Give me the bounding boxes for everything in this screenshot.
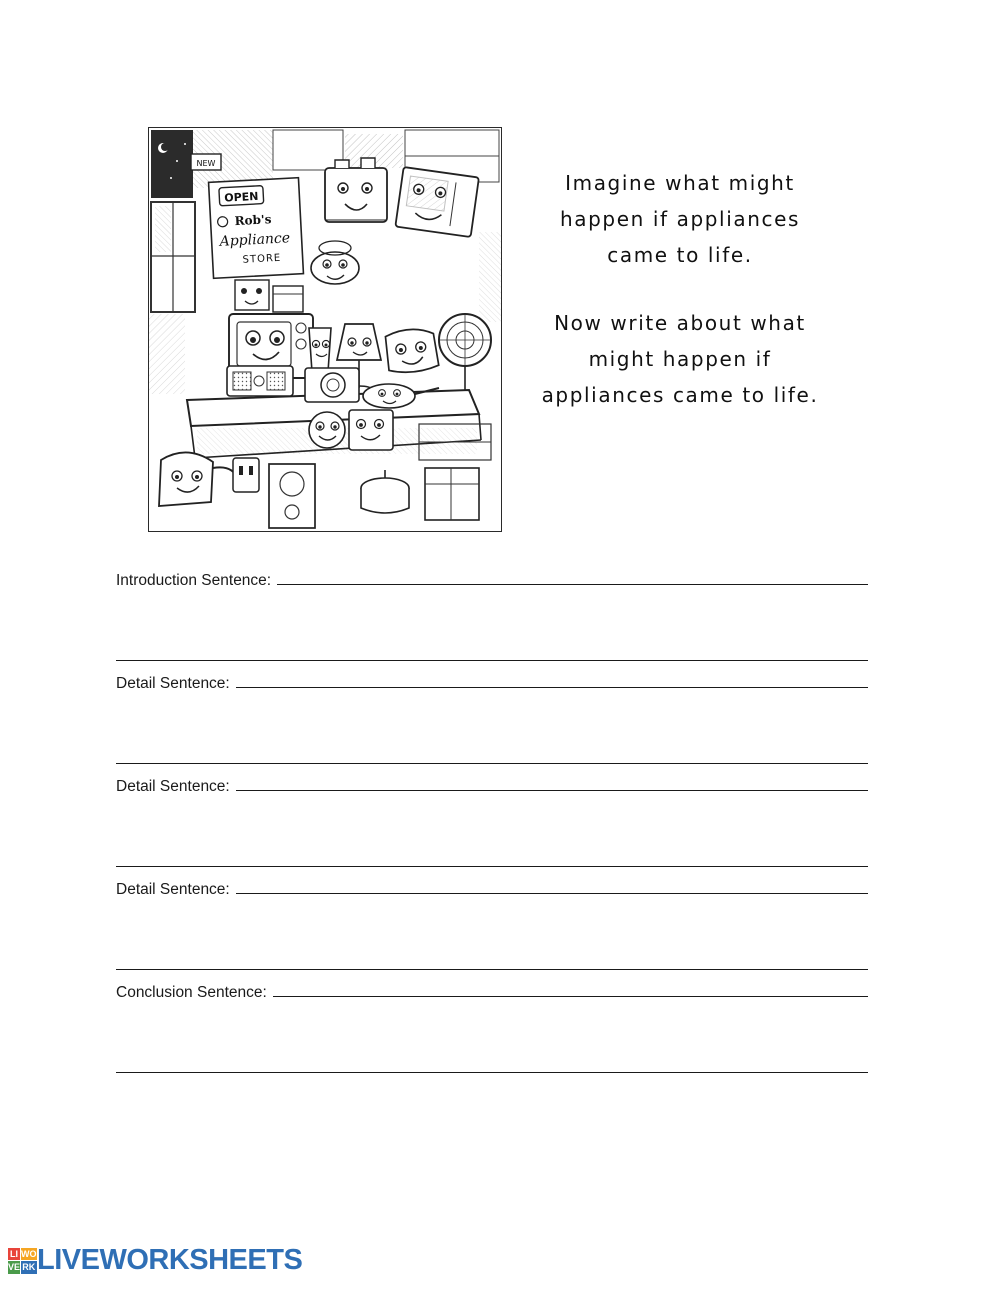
detail-sentence-1-label: Detail Sentence: [116, 675, 230, 692]
writing-prompt [530, 165, 830, 413]
prompt-paragraph-1: Imagine what might happen if appliances came to life. [559, 171, 801, 267]
detail-sentence-2-label: Detail Sentence: [116, 778, 230, 795]
svg-text:STORE: STORE [242, 252, 282, 266]
logo-tile-4: RK [22, 1262, 36, 1272]
logo-tile-2: WO [21, 1248, 37, 1259]
liveworksheets-logo-icon [8, 1248, 37, 1274]
liveworksheets-wordmark: LIVEWORKSHEETS [37, 1244, 303, 1276]
line-block-detail-1 [116, 673, 868, 764]
detail-sentence-2-continuation[interactable] [116, 814, 868, 867]
line-block-detail-2 [116, 776, 868, 867]
prompt-paragraph-2: Now write about what might happen if appliances came to life. [541, 311, 819, 407]
line-block-conclusion [116, 982, 868, 1073]
detail-sentence-2-row[interactable] [116, 776, 868, 814]
line-block-detail-3 [116, 879, 868, 970]
liveworksheets-footer[interactable] [8, 1244, 302, 1277]
svg-text:OPEN: OPEN [223, 189, 259, 205]
detail-sentence-3-label: Detail Sentence: [116, 881, 230, 898]
conclusion-sentence-continuation[interactable] [116, 1020, 868, 1073]
logo-tile-3: VE [8, 1262, 21, 1272]
logo-tile-1: LI [8, 1248, 20, 1261]
appliance-store-illustration [148, 127, 502, 532]
svg-text:Rob's: Rob's [234, 212, 272, 229]
introduction-sentence-row[interactable] [116, 570, 868, 608]
detail-sentence-3-row[interactable] [116, 879, 868, 917]
introduction-sentence-label: Introduction Sentence: [116, 572, 272, 589]
line-block-introduction [116, 570, 868, 661]
introduction-sentence-input[interactable] [277, 570, 868, 585]
svg-text:NEW: NEW [196, 159, 216, 168]
detail-sentence-1-input[interactable] [236, 673, 868, 688]
conclusion-sentence-row[interactable] [116, 982, 868, 1020]
conclusion-sentence-input[interactable] [273, 982, 868, 997]
detail-sentence-2-input[interactable] [236, 776, 868, 791]
detail-sentence-1-continuation[interactable] [116, 711, 868, 764]
detail-sentence-3-continuation[interactable] [116, 917, 868, 970]
detail-sentence-3-input[interactable] [236, 879, 868, 894]
svg-text:Appliance: Appliance [219, 230, 291, 250]
introduction-sentence-continuation[interactable] [116, 608, 868, 661]
writing-lines [116, 570, 868, 1085]
detail-sentence-1-row[interactable] [116, 673, 868, 711]
conclusion-sentence-label: Conclusion Sentence: [116, 984, 267, 1001]
